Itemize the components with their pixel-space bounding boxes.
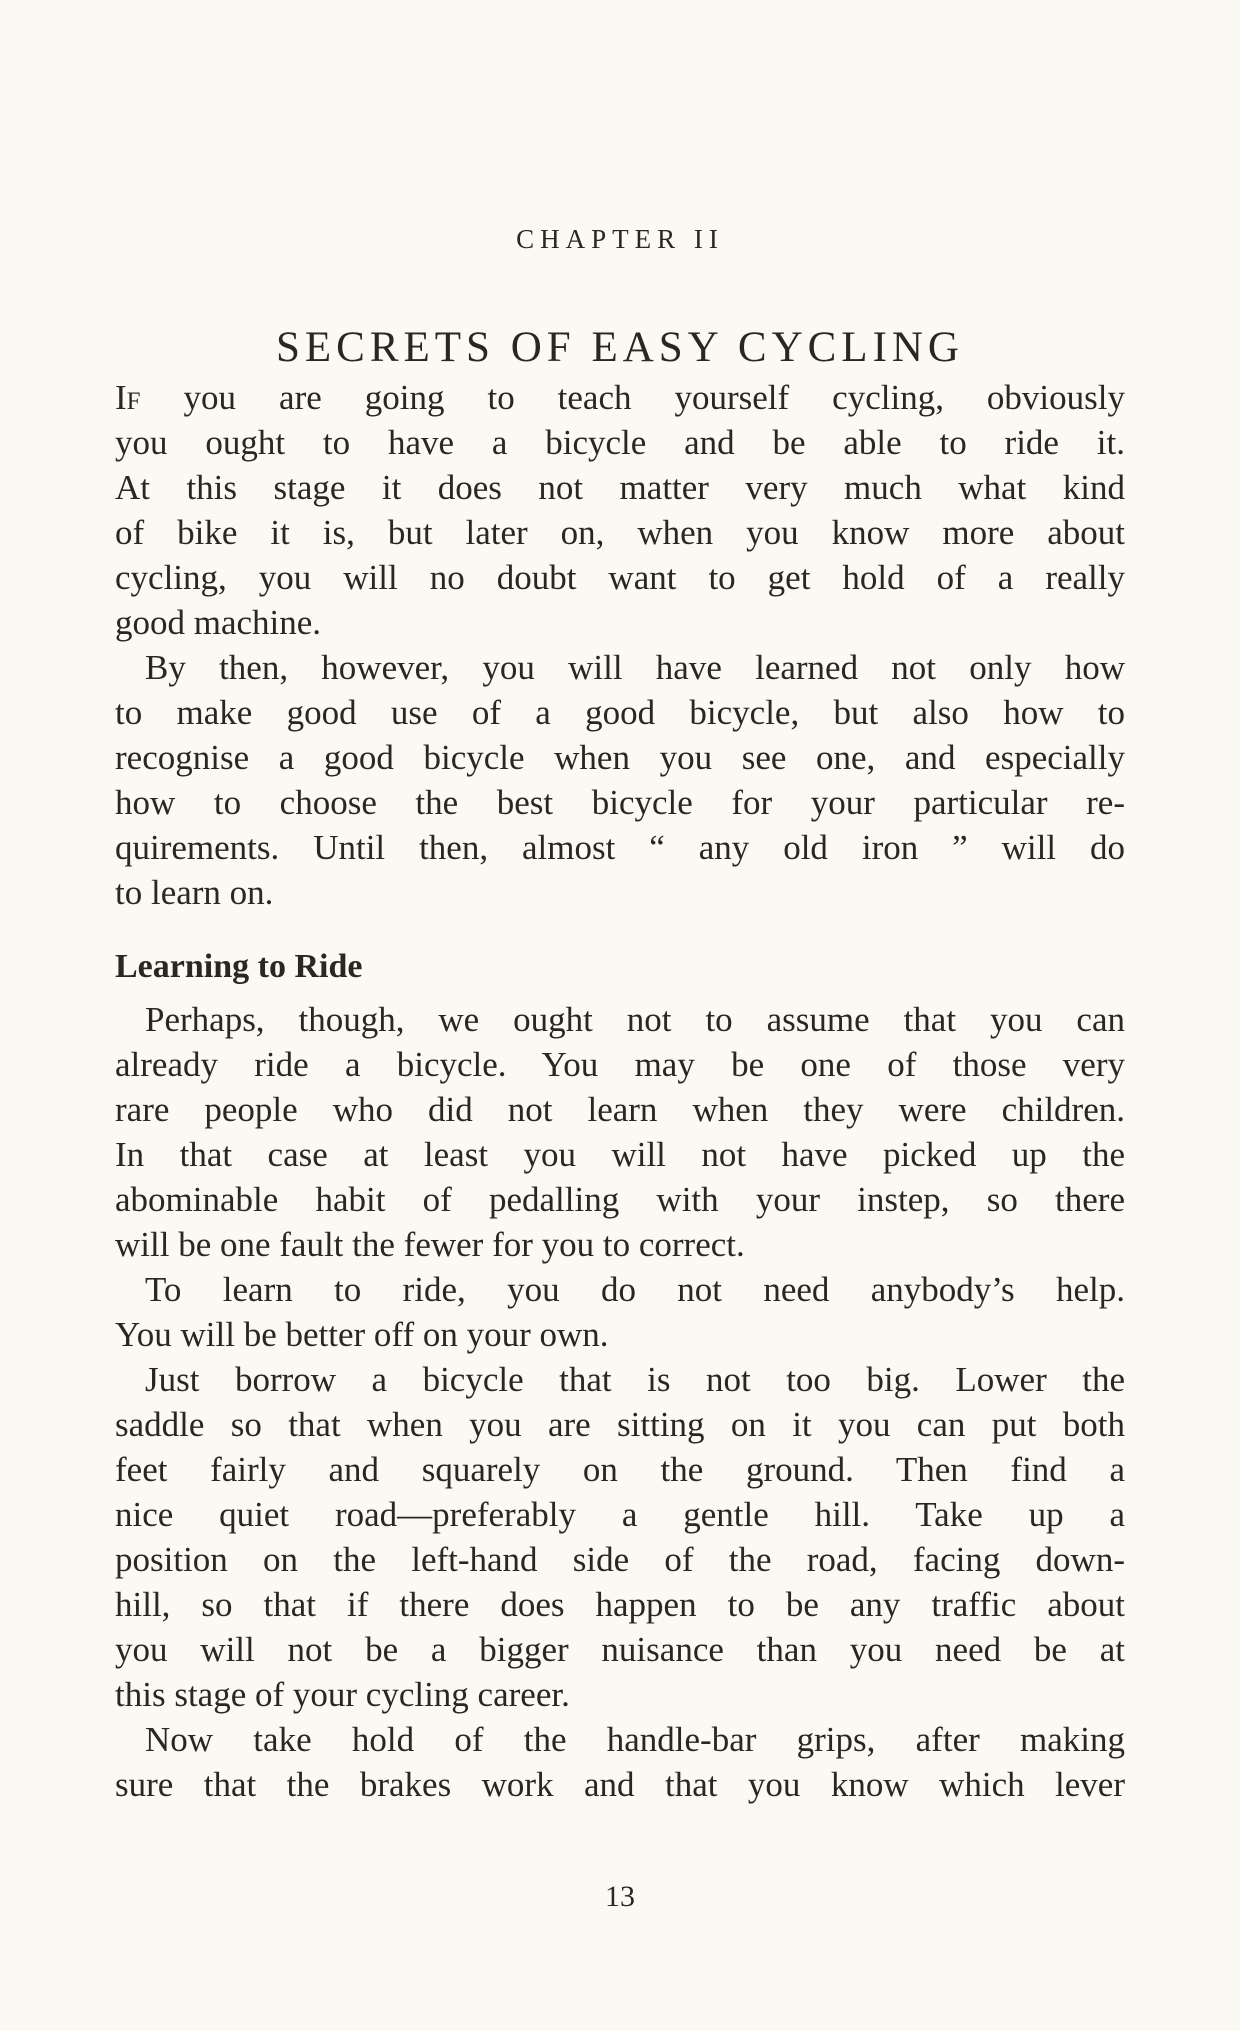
text-line: hill, so that if there does happen to be any traffic about (115, 1585, 1125, 1624)
text-line: feet fairly and squarely on the ground. Then find a (115, 1450, 1125, 1489)
text-line: cycling, you will no doubt want to get hold of a really (115, 558, 1125, 597)
text-line: sure that the brakes work and that you know which lever (115, 1765, 1125, 1804)
drop-word: If (115, 378, 141, 417)
text-line: At this stage it does not matter very much what kind (115, 468, 1125, 507)
text-line: you will not be a bigger nuisance than you need be at (115, 1630, 1125, 1669)
text-line: By then, however, you will have learned not only how (145, 648, 1125, 687)
chapter-label: CHAPTER II (516, 224, 724, 254)
text-line: of bike it is, but later on, when you know more about (115, 513, 1125, 552)
text-line: to make good use of a good bicycle, but also how to (115, 693, 1125, 732)
text-line: will be one fault the fewer for you to correct. (115, 1225, 745, 1264)
section-text (115, 997, 1125, 1807)
chapter-title: SECRETS OF EASY CYCLING (275, 323, 964, 371)
text-line: Just borrow a bicycle that is not too big. Lower the (145, 1360, 1125, 1399)
text-line: abominable habit of pedalling with your instep, so there (115, 1180, 1125, 1219)
text-line: position on the left-hand side of the road, facing down- (115, 1540, 1125, 1579)
text-line: rare people who did not learn when they were children. (115, 1090, 1125, 1129)
text-line: quirements. Until then, almost “ any old iron ” will do (115, 828, 1125, 867)
text-line: Perhaps, though, we ought not to assume that you can (145, 1000, 1125, 1039)
text-line: how to choose the best bicycle for your particular re- (115, 783, 1125, 822)
text-line: In that case at least you will not have picked up the (115, 1135, 1125, 1174)
text-line: to learn on. (115, 873, 274, 912)
text-line: nice quiet road—preferably a gentle hill. Take up a (115, 1495, 1125, 1534)
section-heading: Learning to Ride (115, 948, 363, 985)
page-number: 13 (605, 1880, 635, 1913)
text-line: Now take hold of the handle-bar grips, after making (145, 1720, 1125, 1759)
intro-text (115, 375, 1125, 915)
text-line: recognise a good bicycle when you see one, and especially (115, 738, 1125, 777)
text-line: this stage of your cycling career. (115, 1675, 570, 1714)
text-line: If you are going to teach yourself cycling, obviously (115, 378, 1125, 417)
text-line: good machine. (115, 603, 322, 642)
text-line: To learn to ride, you do not need anybody’s help. (145, 1270, 1125, 1309)
text-line: saddle so that when you are sitting on it you can put both (115, 1405, 1125, 1444)
text-line: already ride a bicycle. You may be one of those very (115, 1045, 1125, 1084)
text-line: You will be better off on your own. (115, 1315, 609, 1354)
text-line: you ought to have a bicycle and be able to ride it. (115, 423, 1125, 462)
